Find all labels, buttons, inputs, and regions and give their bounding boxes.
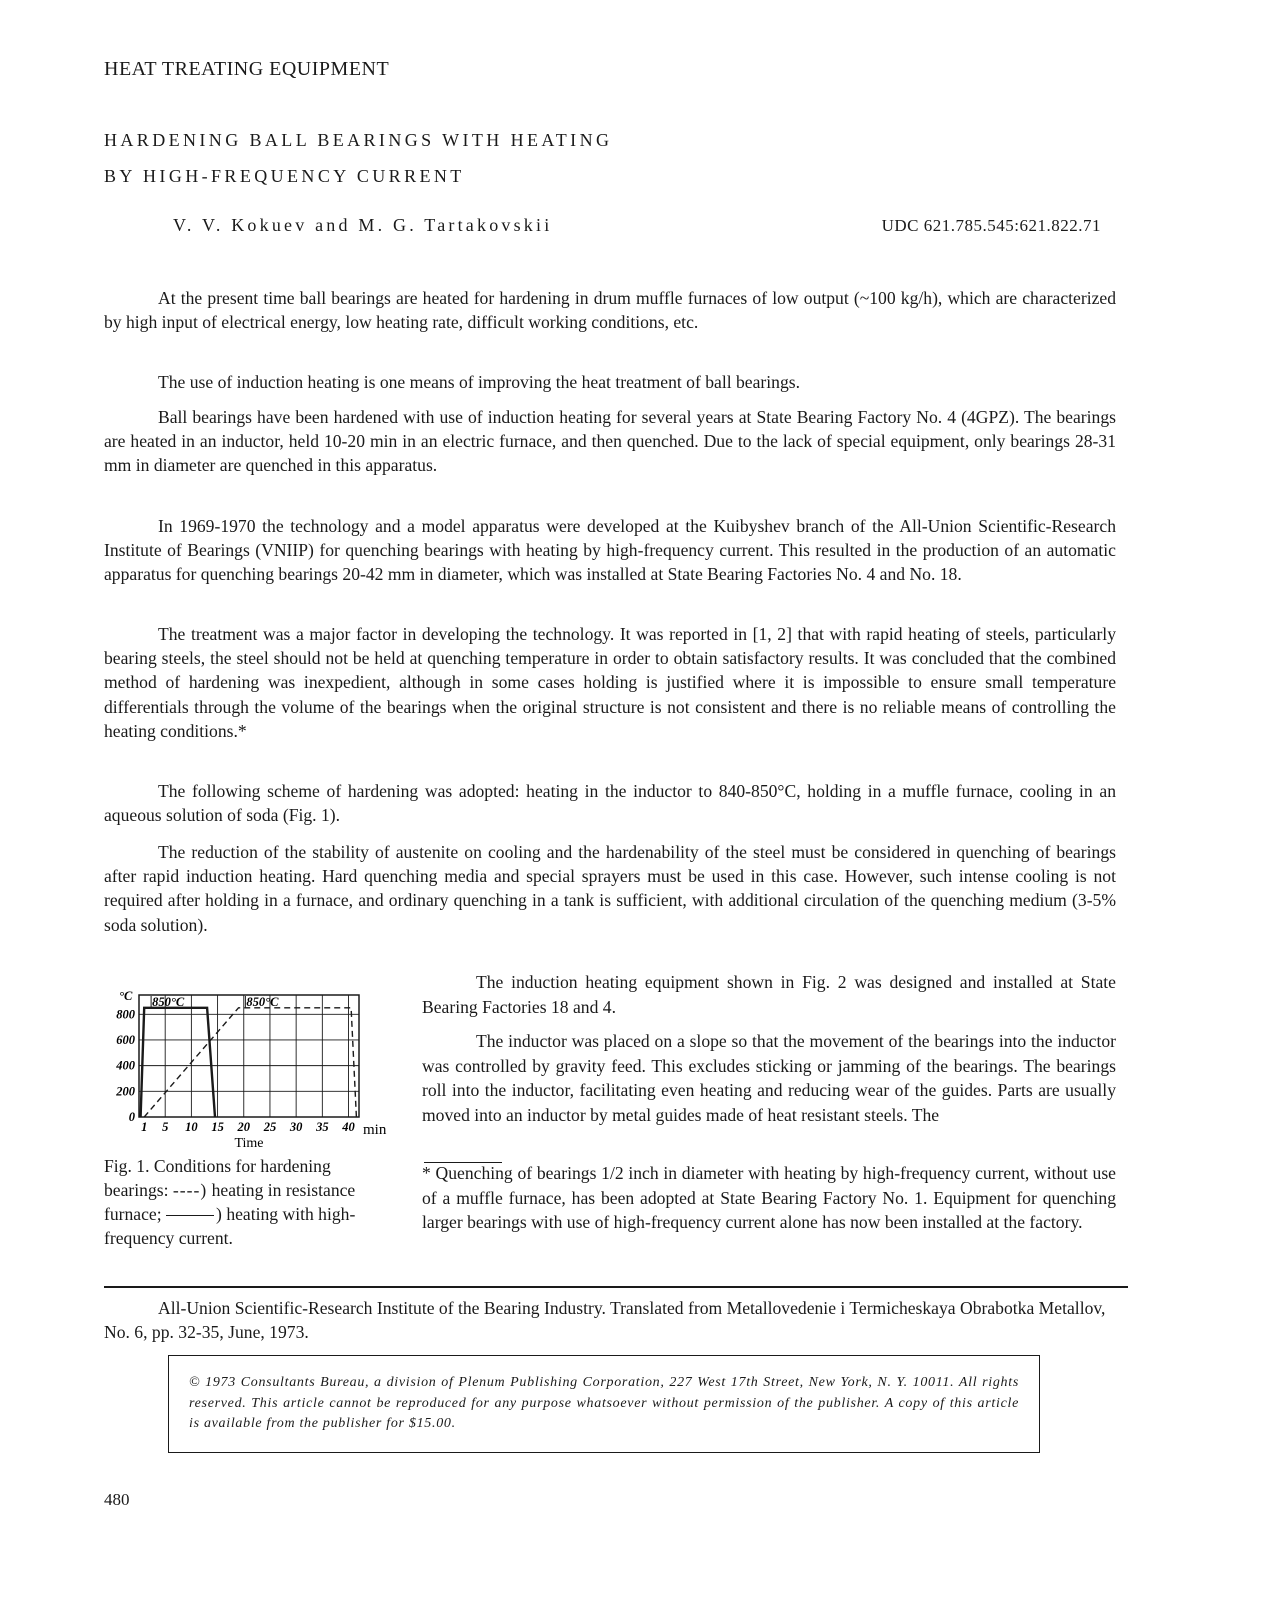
- x-tick-label-4: 20: [237, 1120, 251, 1134]
- dashed-line-label: heating in resistance furnace;: [104, 1180, 356, 1224]
- paragraph-6: The following scheme of hardening was adopted: heating in the inductor to 840-850°C, holding in a muffle furnace, cooling in an aqueous solution of soda (Fig. 1).: [104, 781, 1116, 826]
- y-tick-label-0: 0: [128, 1110, 135, 1124]
- caption-prefix: Fig. 1. Conditions for hardening bearings:: [104, 1156, 331, 1200]
- y-axis-unit-label: °C: [119, 989, 133, 1003]
- chart-series: [141, 1008, 357, 1117]
- authors: V. V. Kokuev and M. G. Tartakovskii: [173, 215, 553, 235]
- y-tick-labels: [115, 1007, 136, 1124]
- footer-rule: [104, 1286, 1128, 1288]
- copyright-notice: © 1973 Consultants Bureau, a division of Plenum Publishing Corporation, 227 West 17th Street, New York, N. Y. 10011. All rights reserved. This article cannot be reproduced for any purpose whatsoever without permission of the publisher. A copy of this article is available from the publisher for $15.00.: [168, 1355, 1040, 1453]
- footnote: * Quenching of bearings 1/2 inch in diameter with heating by high-frequency current, without use of a muffle furnace, has been adopted at State Bearing Factory No. 1. Equipment for quenching larger bearings with use of high-frequency current alone has now been installed at the factory.: [422, 1163, 1116, 1232]
- article-title-line-1: HARDENING BALL BEARINGS WITH HEATING: [104, 130, 613, 150]
- figure-1-caption: [104, 1154, 392, 1250]
- affiliation: All-Union Scientific-Research Institute of the Bearing Industry. Translated from Metallovedenie i Termicheskaya Obrabotka Metallov, No. 6, pp. 32-35, June, 1973.: [104, 1298, 1106, 1342]
- series-line-induction: [141, 1008, 215, 1117]
- paragraph-1: At the present time ball bearings are heated for hardening in drum muffle furnaces of low output (~100 kg/h), which are characterized by high input of electrical energy, low heating rate, difficult working conditions, etc.: [104, 288, 1116, 333]
- paragraph-2: The use of induction heating is one means of improving the heat treatment of ball bearings.: [158, 372, 800, 392]
- y-tick-label-1: 200: [116, 1084, 135, 1099]
- section-title: HEAT TREATING EQUIPMENT: [104, 58, 390, 80]
- figure-1-chart: [104, 985, 394, 1157]
- y-tick-label-2: 400: [116, 1058, 135, 1073]
- dashed-line-symbol: ----): [172, 1180, 208, 1200]
- page-number: 480: [104, 1490, 130, 1509]
- chart-grid: [139, 995, 359, 1117]
- series-line-furnace: [144, 1008, 356, 1117]
- x-tick-labels: [141, 1120, 355, 1134]
- annotation-850-1: 850°C: [152, 995, 185, 1009]
- udc-code: UDC 621.785.545:621.822.71: [881, 216, 1101, 235]
- x-tick-label-6: 30: [289, 1120, 303, 1134]
- article-title-line-2: BY HIGH-FREQUENCY CURRENT: [104, 166, 465, 186]
- annotation-850-2: 850°C: [246, 995, 279, 1009]
- paragraph-5: The treatment was a major factor in developing the technology. It was reported in [1, 2] that with rapid heating of steels, particularly bearing steels, the steel should not be held at quenching temperature in order to obtain satisfactory results. It was concluded that the combined method of hardening was inexpedient, although in some cases holding is justified where it is impossible to ensure small temperature differentials through the volume of the bearings when the original structure is not consistent and there is no reliable means of controlling the heating conditions.*: [104, 624, 1116, 741]
- x-tick-label-8: 40: [342, 1120, 355, 1134]
- x-tick-label-7: 35: [316, 1120, 329, 1134]
- x-tick-label-1: 5: [162, 1120, 169, 1134]
- paragraph-3: Ball bearings have been hardened with use of induction heating for several years at State Bearing Factory No. 4 (4GPZ). The bearings are heated in an inductor, held 10-20 min in an electric furnace, and then quenched. Due to the lack of special equipment, only bearings 28-31 mm in diameter are quenched in this apparatus.: [104, 407, 1116, 476]
- x-tick-label-2: 10: [185, 1120, 198, 1134]
- x-tick-label-0: 1: [141, 1120, 148, 1134]
- x-tick-label-5: 25: [263, 1120, 277, 1134]
- x-axis-unit-label: min: [363, 1122, 387, 1138]
- x-axis-label: Time: [234, 1136, 264, 1151]
- right-column-paragraph-1: The induction heating equipment shown in Fig. 2 was designed and installed at State Bearing Factories 18 and 4.: [422, 972, 1116, 1017]
- chart-plot-frame: [139, 995, 359, 1117]
- solid-line-symbol: ): [216, 1204, 222, 1224]
- chart-frame: [139, 995, 359, 1117]
- solid-line-symbol-stroke: [166, 1215, 214, 1216]
- solid-line-label: heating with high-frequency current.: [104, 1204, 356, 1248]
- paragraph-7: The reduction of the stability of austenite on cooling and the hardenability of the steel must be considered in quenching of bearings after rapid induction heating. Hard quenching media and special sprayers must be used in this case. However, such intense cooling is not required after holding in a furnace, and ordinary quenching in a tank is sufficient, with additional circulation of the quenching medium (3-5% soda solution).: [104, 842, 1116, 935]
- y-tick-label-3: 600: [116, 1032, 135, 1047]
- paragraph-4: In 1969-1970 the technology and a model apparatus were developed at the Kuibyshev branch of the All-Union Scientific-Research Institute of Bearings (VNIIP) for quenching bearings with heating by high-frequency current. This resulted in the production of an automatic apparatus for quenching bearings 20-42 mm in diameter, which was installed at State Bearing Factories No. 4 and No. 18.: [104, 516, 1116, 585]
- y-tick-label-4: 800: [116, 1007, 135, 1022]
- right-column-paragraph-2: The inductor was placed on a slope so that the movement of the bearings into the inductor was controlled by gravity feed. This excludes sticking or jamming of the bearings. The bearings roll into the inductor, facilitating even heating and reducing wear of the guides. Parts are usually moved into an inductor by metal guides made of heat resistant steels. The: [422, 1031, 1116, 1125]
- x-tick-label-3: 15: [211, 1120, 224, 1134]
